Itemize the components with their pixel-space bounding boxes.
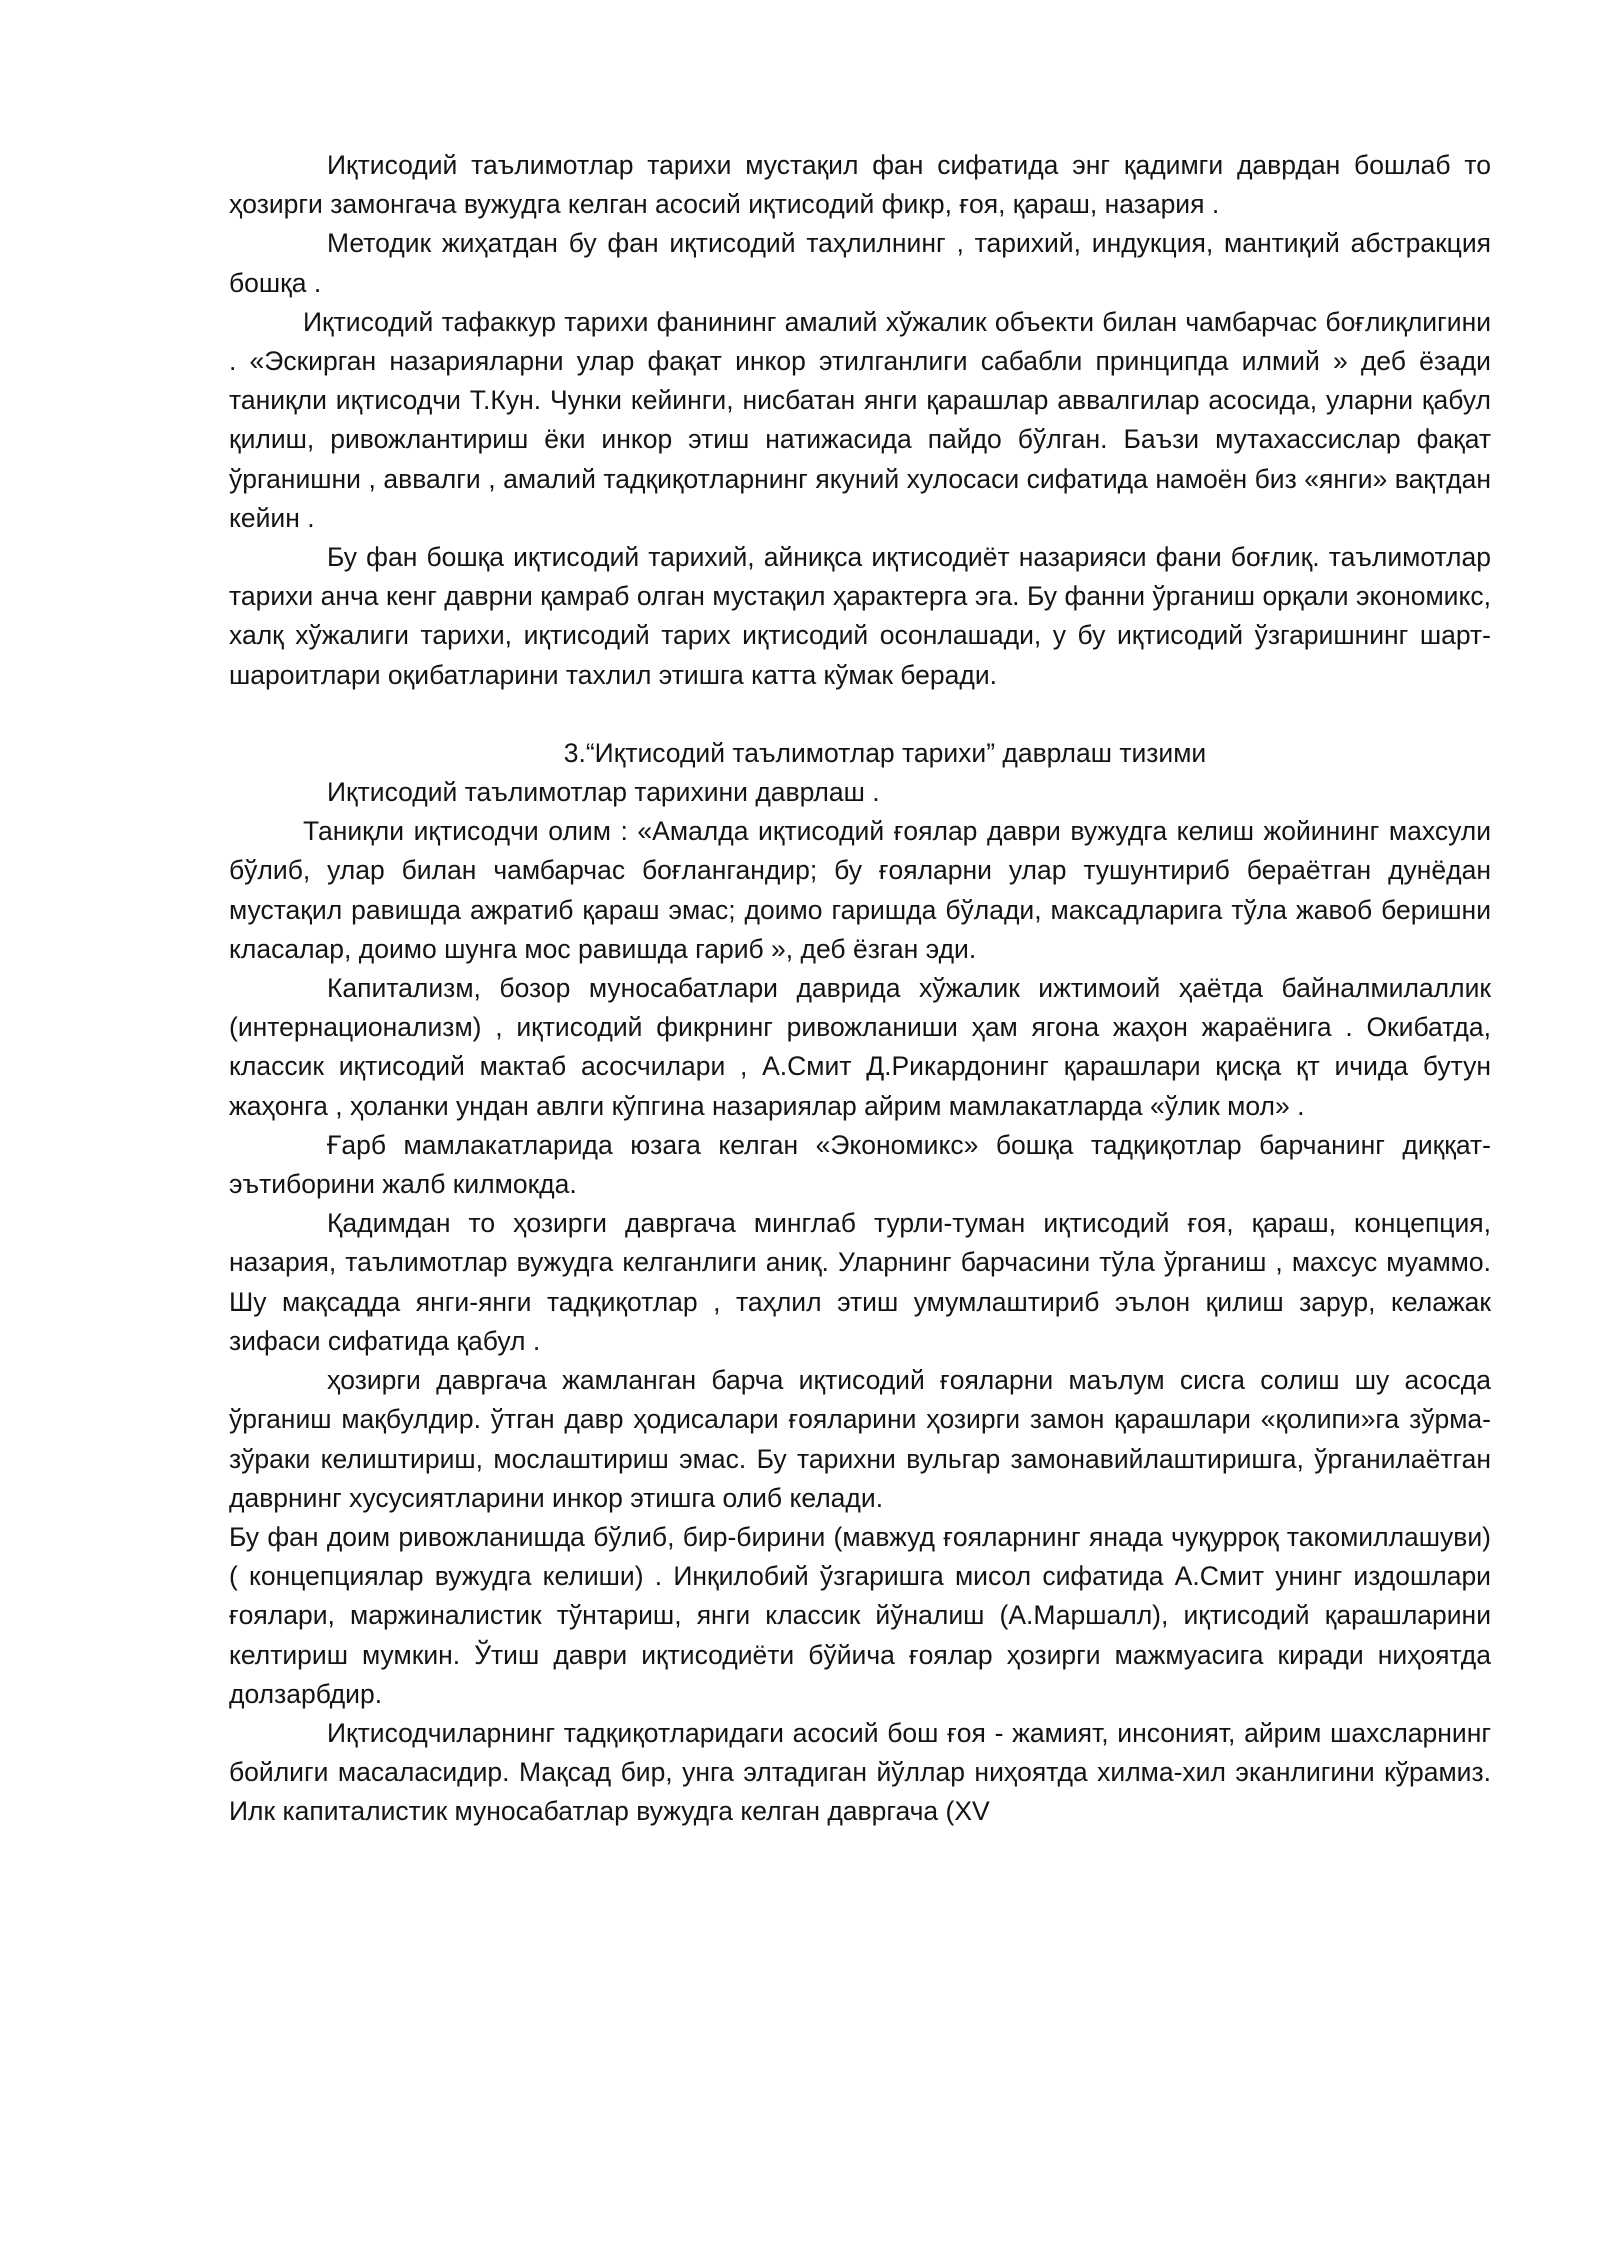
paragraph-subject-intro: Иқтисодий таълимотлар тарихи мустақил фан сифатида энг қадимги даврдан бошлаб то ҳозирги замонгача вужудга келган асосий иқтисодий фикр, ғоя, қараш, назария .	[229, 150, 1491, 220]
paragraph-economist-quote: Таниқли иқтисодчи олим : «Амалда иқтисодий ғоялар даври вужудга келиш жойининг махсули бўлиб, улар билан чамбарчас боғлангандир; бу ғояларни улар тушунтириб бераётган дунёдан мустақил равишда ажратиб қараш эмас; доимо гаришда бўлади, максадларига тўла жавоб беришни класалар, доимо шунга мос равишда гариб », деб ёзган эди.	[229, 816, 1491, 964]
document-page	[229, 146, 1491, 1832]
paragraph-economics-west: Ғарб мамлакатларида юзага келган «Экономикс» бошқа тадқиқотлар барчанинг диққат-эътиборини жалб килмокда.	[229, 1129, 1491, 1200]
paragraph-main-idea: Иқтисодчиларнинг тадқиқотларидаги асосий бош ғоя - жамият, инсоният, айрим шахсларнинг бойлиги масаласидир. Мақсад бир, унга элтадиган йўллар ниҳоятда хилма-хил эканлигини кўрамиз. Илк капиталистик муносабатлар вужудга келган давргача (XV	[229, 1717, 1491, 1827]
paragraph-capitalism: Капитализм, бозор муносабатлари даврида хўжалик ижтимоий ҳаётда байналмилаллик (интернационализм) , иқтисодий фикрнинг ривожланиши ҳам ягона жаҳон жараёнига . Окибатда, классик иқтисодий мактаб асосчилари , А.Смит Д.Рикардонинг қарашлари қисқа қт ичида бутун жаҳонга , ҳоланки ундан авлги кўпгина назариялар айрим мамлакатларда «ўлик мол» .	[229, 973, 1491, 1121]
section-spacer	[229, 695, 1491, 734]
paragraph-ancient-to-modern: Қадимдан то ҳозирги давргача минглаб турли-туман иқтисодий ғоя, қараш, концепция, назария, таълимотлар вужудга келганлиги аниқ. Уларнинг барчасини тўла ўрганиш , махсус муаммо. Шу мақсадда янги-янги тадқиқотлар , таҳлил этиш умумлаштириб эълон қилиш зарур, келажак зифаси сифатида қабул .	[229, 1208, 1491, 1356]
paragraph-systematization: ҳозирги давргача жамланган барча иқтисодий ғояларни маълум сисга солиш шу асосда ўрганиш мақбулдир. ўтган давр ҳодисалари ғояларини ҳозирги замон қарашлари «қолипи»га зўрма-зўраки келиштириш, мослаштириш эмас. Бу тарихни вульгар замонавийлаштиришга, ўрганилаётган даврнинг хусусиятларини инкор этишга олиб келади.	[229, 1365, 1491, 1513]
paragraph-economic-thought-history: Иқтисодий тафаккур тарихи фанининг амалий хўжалик объекти билан чамбарчас боғлиқлигини . «Эскирган назарияларни улар фақат инкор этилганлиги сабабли принципда илмий » деб ёзади таниқли иқтисодчи Т.Кун. Чунки кейинги, нисбатан янги қарашлар аввалгилар асосида, уларни қабул қилиш, ривожлантириш ёки инкор этиш натижасида пайдо бўлган. Баъзи мутахассислар фақат ўрганишни , аввалги , амалий тадқиқотларнинг якуний хулосаси сифатида намоён биз «янги» вақтдан кейин .	[229, 306, 1491, 533]
section-heading: 3.“Иқтисодий таълимотлар тарихи” даврлаш тизими	[563, 737, 1207, 768]
paragraph-relation-to-other-fields: Бу фан бошқа иқтисодий тарихий, айниқса иқтисодиёт назарияси фани боғлиқ. таълимотлар тарихи анча кенг даврни қамраб олган мустақил ҳарактерга эга. Бу фанни ўрганиш орқали экономикс, халқ хўжалиги тарихи, иқтисодий тарих иқтисодий осонлашади, у бу иқтисодий ўзгаришнинг шарт-шароитлари оқибатларини тахлил этишга катта кўмак беради.	[229, 542, 1491, 690]
paragraph-methodology: Методик жиҳатдан бу фан иқтисодий таҳлилнинг , тарихий, индукция, мантиқий абстракция бошқа .	[229, 228, 1491, 298]
paragraph-periodization: Иқтисодий таълимотлар тарихини даврлаш .	[327, 777, 880, 808]
paragraph-continuous-development: Бу фан доим ривожланишда бўлиб, бир-бирини (мавжуд ғояларнинг янада чуқурроқ такомиллашуви) ( концепциялар вужудга келиши) . Инқилобий ўзгаришга мисол сифатида А.Смит унинг издошлари ғоялари, маржиналистик тўнтариш, янги классик йўналиш (А.Маршалл), иқтисодий қарашларини келтириш мумкин. Ўтиш даври иқтисодиёти бўйича ғоялар ҳозирги мажмуасига киради ниҳоятда долзарбдир.	[229, 1521, 1491, 1709]
